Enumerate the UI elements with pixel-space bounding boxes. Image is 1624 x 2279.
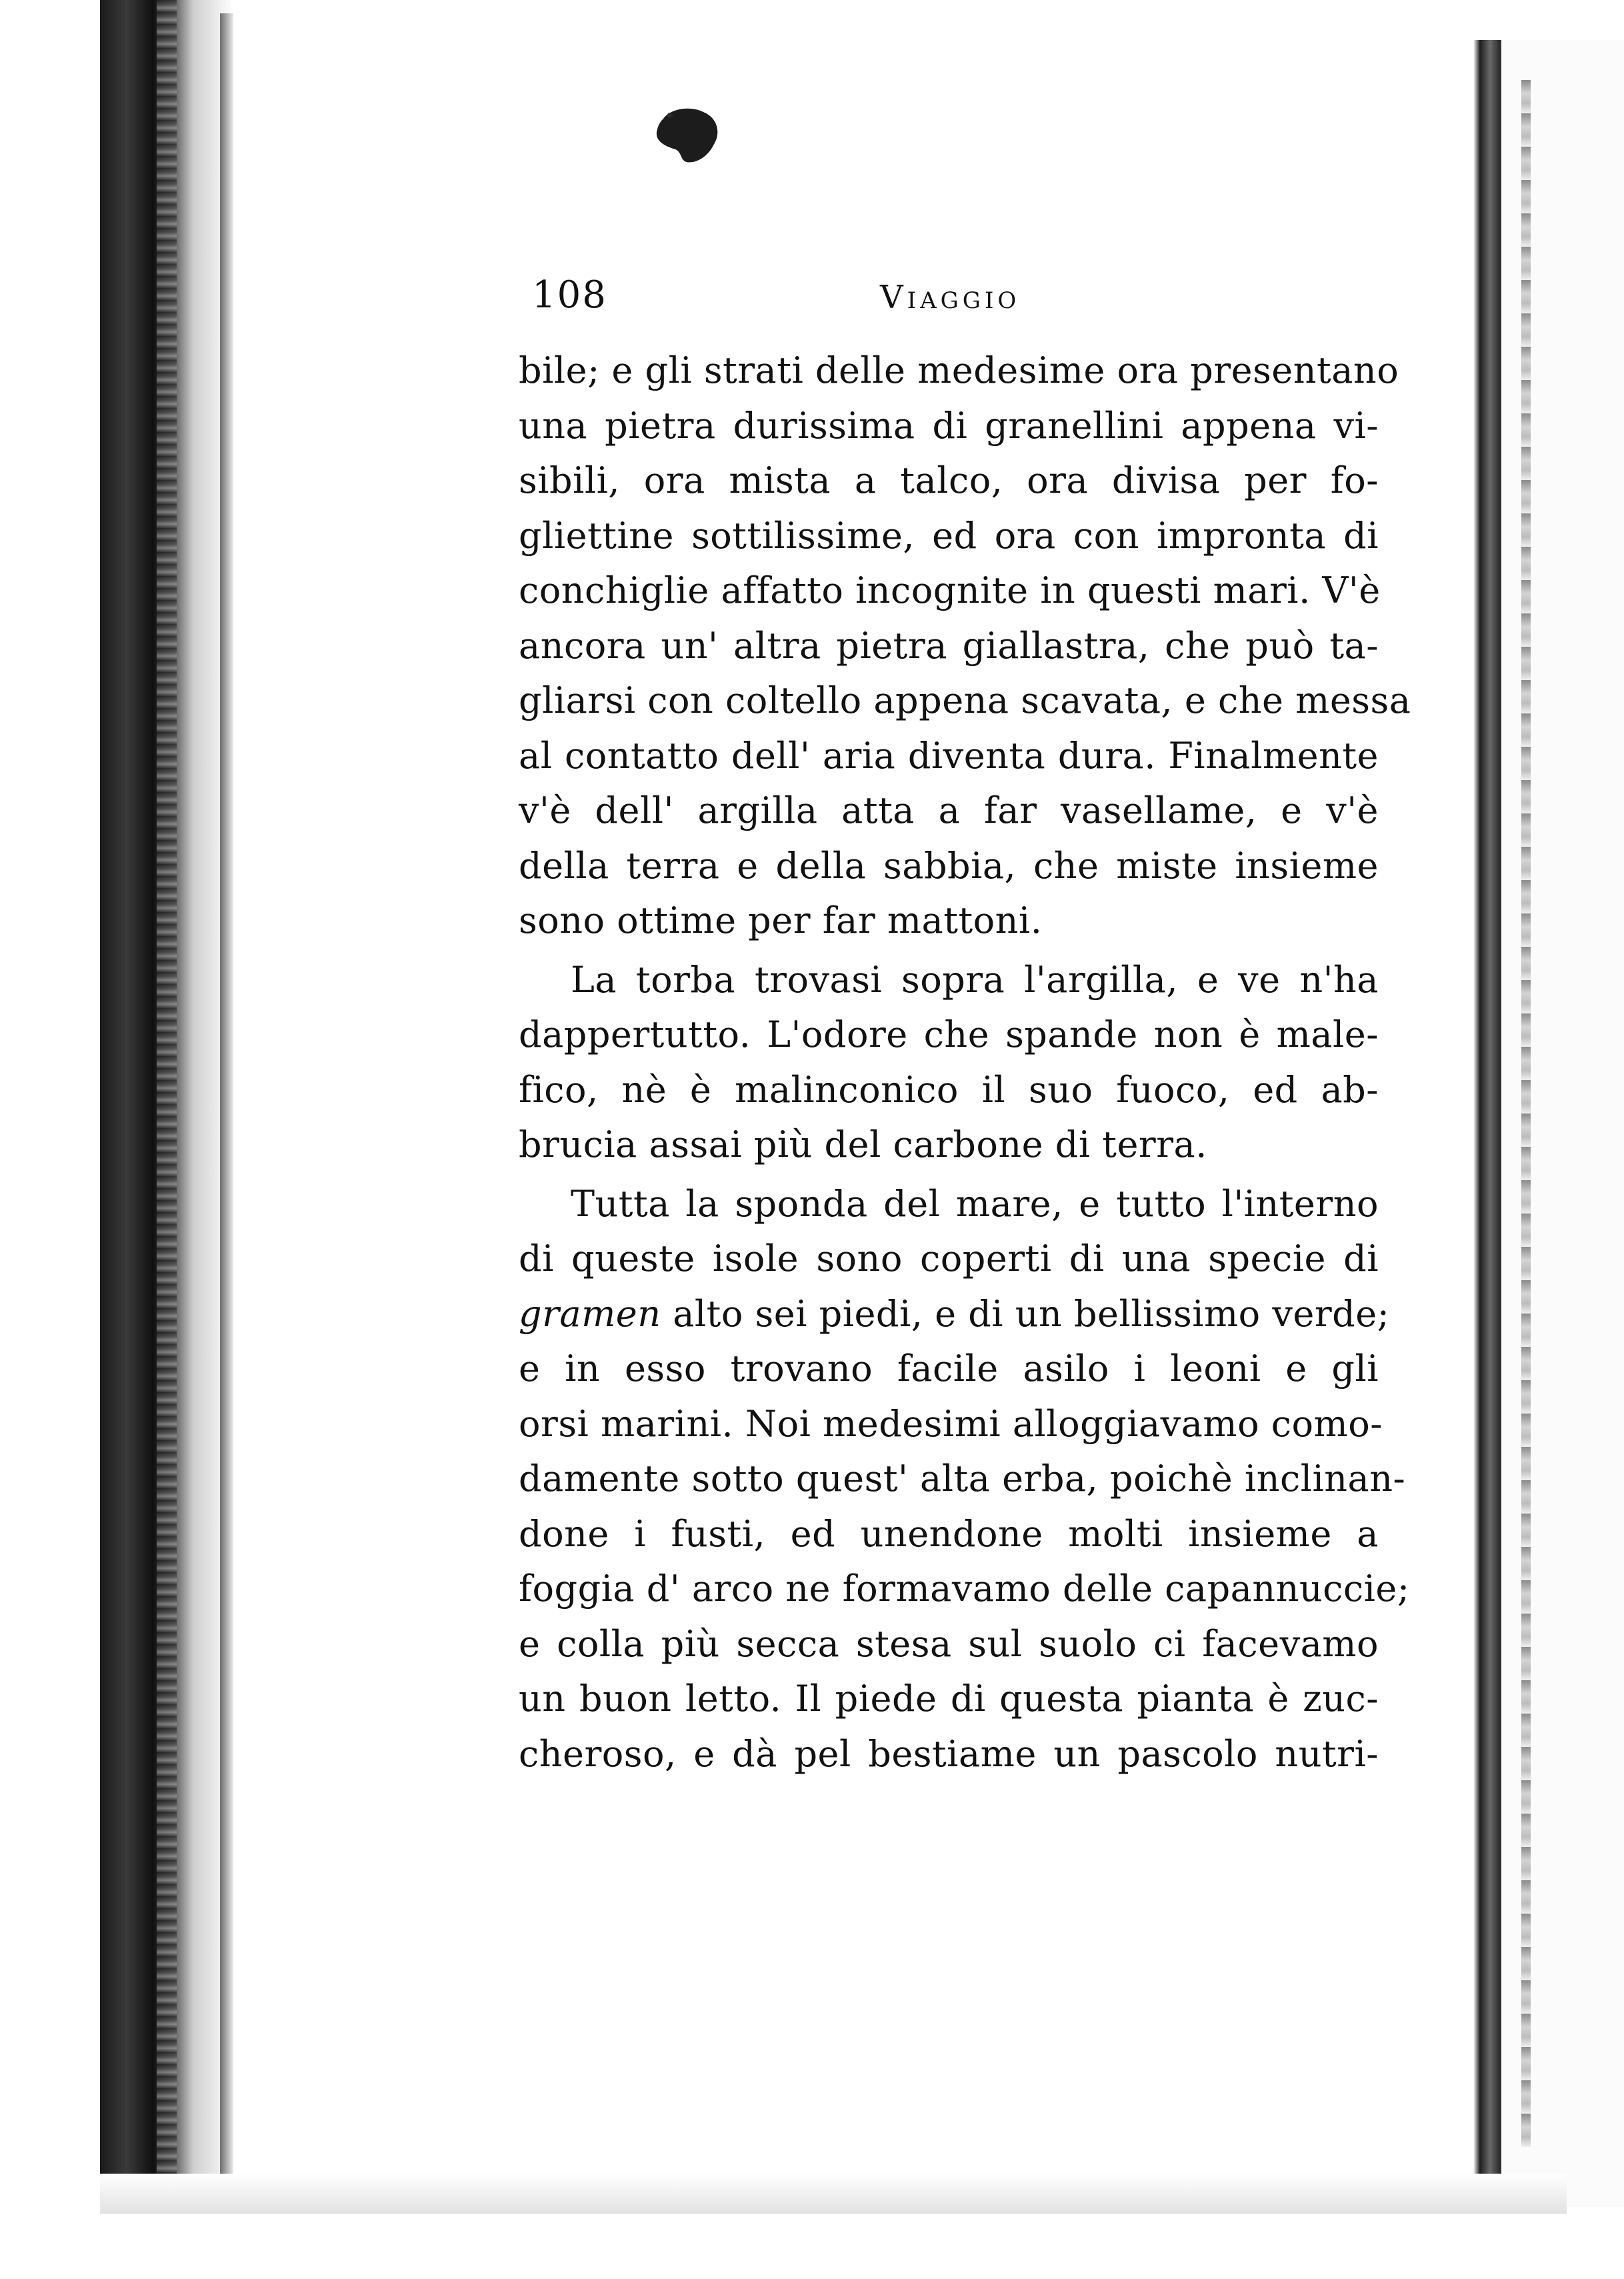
text-line: della terra e della sabbia, che miste insieme	[519, 844, 1379, 887]
text-line: sono ottime per far mattoni.	[519, 899, 1043, 941]
text-line: gliettine sottilissime, ed ora con impronta di	[519, 514, 1379, 557]
text-line: foggia d' arco ne formavamo delle capannuccie;	[519, 1568, 1410, 1610]
text-line: damente sotto quest' alta erba, poichè inclinan-	[519, 1458, 1406, 1500]
facing-page-edge	[1500, 40, 1624, 2207]
text-line: conchiglie affatto incognite in questi mari. V'è	[519, 569, 1381, 611]
text-line-rest: alto sei piedi, e di un bellissimo verde;	[673, 1292, 1390, 1335]
text-line: Tutta la sponda del mare, e tutto l'interno	[571, 1182, 1379, 1225]
text-line: e colla più secca stesa sul suolo ci facevamo	[519, 1622, 1379, 1665]
body-text	[519, 343, 1411, 1782]
text-line: brucia assai più del carbone di terra.	[519, 1123, 1207, 1166]
text-line: e in esso trovano facile asilo i leoni e gli	[519, 1348, 1379, 1390]
text-line: La torba trovasi sopra l'argilla, e ve n'ha	[571, 958, 1379, 1001]
page-header	[520, 273, 1393, 327]
italic-term: gramen	[519, 1292, 661, 1335]
page-number: 108	[532, 273, 607, 317]
text-line: dappertutto. L'odore che spande non è male-	[519, 1013, 1379, 1055]
text-line: ancora un' altra pietra giallastra, che può ta-	[519, 624, 1379, 667]
text-line: bile; e gli strati delle medesime ora presentano	[519, 349, 1399, 391]
text-line: orsi marini. Noi medesimi alloggiavamo como-	[519, 1402, 1383, 1445]
text-line	[519, 1287, 1390, 1342]
text-line: al contatto dell' aria diventa dura. Finalmente	[519, 734, 1379, 777]
text-line: fico, nè è malinconico il suo fuoco, ed ab-	[519, 1068, 1379, 1111]
page-bottom-shadow	[100, 2174, 1567, 2214]
text-line: done i fusti, ed unendone molti insieme a	[519, 1512, 1379, 1555]
text-line: cheroso, e dà pel bestiame un pascolo nutri-	[519, 1732, 1379, 1775]
book-gutter	[100, 0, 233, 2200]
text-line: v'è dell' argilla atta a far vasellame, e v'è	[519, 789, 1379, 831]
page-edge-left	[220, 13, 233, 2180]
running-head: Viaggio	[880, 279, 1021, 316]
text-line: sibili, ora mista a talco, ora divisa per fo-	[519, 459, 1379, 501]
ink-blot-icon	[650, 105, 722, 165]
text-line: di queste isole sono coperti di una specie di	[519, 1238, 1379, 1280]
text-line: una pietra durissima di granellini appena vi-	[519, 404, 1379, 447]
text-line: un buon letto. Il piede di questa pianta è zuc-	[519, 1678, 1379, 1720]
text-line: gliarsi con coltello appena scavata, e che messa	[519, 679, 1411, 721]
page-edge-right	[1473, 40, 1500, 2207]
